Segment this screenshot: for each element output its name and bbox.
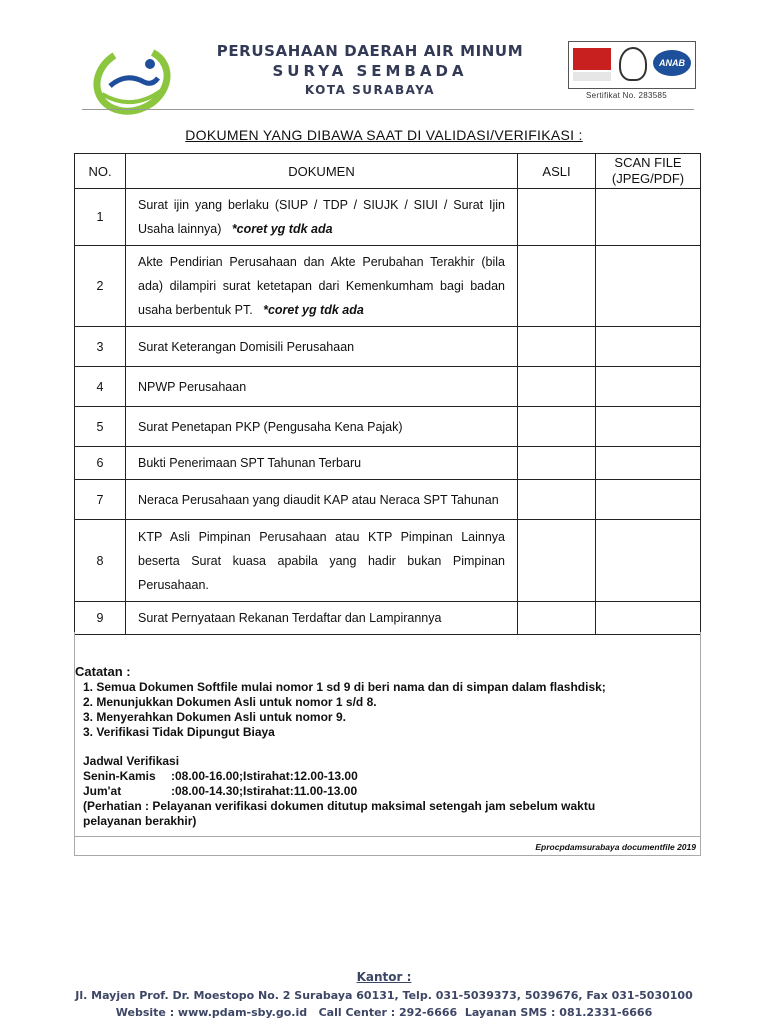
table-row bbox=[75, 327, 701, 367]
schedule-row bbox=[83, 769, 653, 784]
row-number: 4 bbox=[75, 367, 126, 407]
schedule-day: Jum'at bbox=[83, 784, 122, 798]
office-address: Jl. Mayjen Prof. Dr. Moestopo No. 2 Surabaya 60131, Telp. 031-5039373, 5039676, Fax 031-5030100 bbox=[75, 989, 693, 1002]
note-item: 2. Menunjukkan Dokumen Asli untuk nomor 1 s/d 8. bbox=[83, 695, 377, 709]
header-no: NO. bbox=[75, 154, 126, 189]
strike-note: *coret yg tdk ada bbox=[263, 303, 364, 317]
document-text: Akte Pendirian Perusahaan dan Akte Perubahan Terakhir (bila ada) dilampiri surat ketetapan dari Kemenkumham bagi badan usaha berbentuk PT. bbox=[138, 255, 505, 317]
schedule-hours: :08.00-14.30;Istirahat:11.00-13.00 bbox=[171, 784, 358, 798]
table-row bbox=[75, 246, 701, 327]
header-scan-line2: (JPEG/PDF) bbox=[611, 171, 685, 186]
note-item: 1. Semua Dokumen Softfile mulai nomor 1 sd 9 di beri nama dan di simpan dalam flashdisk; bbox=[83, 680, 606, 694]
row-number: 3 bbox=[75, 327, 126, 367]
header-scan-line1: SCAN FILE bbox=[614, 155, 682, 170]
letterhead bbox=[0, 38, 768, 118]
row-document bbox=[126, 602, 518, 635]
verification-schedule bbox=[83, 754, 653, 829]
table-row bbox=[75, 602, 701, 635]
documents-table bbox=[74, 153, 701, 635]
scan-file-cell bbox=[596, 520, 701, 602]
asli-checkbox-cell bbox=[518, 480, 596, 520]
scan-file-cell bbox=[596, 367, 701, 407]
organization-name bbox=[200, 42, 540, 97]
table-row bbox=[75, 189, 701, 246]
scan-file-cell bbox=[596, 602, 701, 635]
row-document bbox=[126, 189, 518, 246]
scan-file-cell bbox=[596, 480, 701, 520]
header-asli: ASLI bbox=[518, 154, 596, 189]
note-item: 3. Verifikasi Tidak Dipungut Biaya bbox=[83, 725, 275, 739]
asli-checkbox-cell bbox=[518, 602, 596, 635]
schedule-row bbox=[83, 784, 653, 799]
table-row bbox=[75, 367, 701, 407]
schedule-hours: :08.00-16.00;Istirahat:12.00-13.00 bbox=[171, 769, 358, 783]
row-document bbox=[126, 246, 518, 327]
table-header-row bbox=[75, 154, 701, 189]
row-number: 9 bbox=[75, 602, 126, 635]
notes-divider bbox=[75, 836, 700, 837]
row-number: 7 bbox=[75, 480, 126, 520]
notes-section bbox=[74, 632, 701, 856]
table-row bbox=[75, 407, 701, 447]
asli-checkbox-cell bbox=[518, 189, 596, 246]
org-name-line1: PERUSAHAAN DAERAH AIR MINUM bbox=[216, 42, 524, 60]
document-text: Surat ijin yang berlaku (SIUP / TDP / SIUJK / SIUI / Surat Ijin Usaha lainnya) bbox=[138, 198, 505, 236]
document-footer-code: Eprocpdamsurabaya documentfile 2019 bbox=[535, 842, 696, 852]
row-document bbox=[126, 327, 518, 367]
scan-file-cell bbox=[596, 189, 701, 246]
certifier-logo-icon bbox=[573, 48, 611, 70]
row-number: 8 bbox=[75, 520, 126, 602]
schedule-day: Senin-Kamis bbox=[83, 769, 156, 783]
scan-file-cell bbox=[596, 327, 701, 367]
document-text: Surat Pernyataan Rekanan Terdaftar dan Lampirannya bbox=[138, 611, 442, 625]
org-name-line3: KOTA SURABAYA bbox=[304, 83, 436, 97]
row-document bbox=[126, 407, 518, 447]
certificate-number: Sertifikat No. 283585 bbox=[586, 91, 668, 100]
strike-note: *coret yg tdk ada bbox=[231, 222, 333, 236]
schedule-title: Jadwal Verifikasi bbox=[83, 754, 180, 768]
document-text: Surat Penetapan PKP (Pengusaha Kena Pajak) bbox=[138, 419, 403, 434]
attention-note: (Perhatian : Pelayanan verifikasi dokumen ditutup maksimal setengah jam sebelum waktu pelayanan berakhir) bbox=[83, 799, 596, 828]
table-row bbox=[75, 520, 701, 602]
document-text: Bukti Penerimaan SPT Tahunan Terbaru bbox=[138, 456, 362, 470]
document-text: NPWP Perusahaan bbox=[138, 379, 247, 394]
row-document bbox=[126, 447, 518, 480]
scan-file-cell bbox=[596, 246, 701, 327]
asli-checkbox-cell bbox=[518, 367, 596, 407]
document-title: DOKUMEN YANG DIBAWA SAAT DI VALIDASI/VERIFIKASI : bbox=[185, 127, 583, 143]
row-document bbox=[126, 367, 518, 407]
document-text: Neraca Perusahaan yang diaudit KAP atau Neraca SPT Tahunan bbox=[138, 492, 499, 507]
scan-file-cell bbox=[596, 447, 701, 480]
office-contacts: Website : www.pdam-sby.go.id Call Center : 292-6666 Layanan SMS : 081.2331-6666 bbox=[115, 1006, 653, 1019]
note-item: 3. Menyerahkan Dokumen Asli untuk nomor 9. bbox=[83, 710, 346, 724]
row-number: 2 bbox=[75, 246, 126, 327]
asli-checkbox-cell bbox=[518, 327, 596, 367]
table-row bbox=[75, 480, 701, 520]
seal-icon bbox=[619, 47, 647, 81]
notes-title: Catatan : bbox=[75, 664, 131, 679]
header-scan-file bbox=[596, 154, 701, 189]
asli-checkbox-cell bbox=[518, 246, 596, 327]
pdam-logo-icon bbox=[92, 42, 172, 118]
row-document bbox=[126, 480, 518, 520]
row-document bbox=[126, 520, 518, 602]
header-divider bbox=[82, 109, 694, 110]
office-footer bbox=[0, 970, 768, 1019]
notes-list bbox=[83, 680, 606, 740]
row-number: 1 bbox=[75, 189, 126, 246]
row-number: 5 bbox=[75, 407, 126, 447]
row-number: 6 bbox=[75, 447, 126, 480]
asli-checkbox-cell bbox=[518, 520, 596, 602]
header-dokumen: DOKUMEN bbox=[126, 154, 518, 189]
document-text: KTP Asli Pimpinan Perusahaan atau KTP Pimpinan Lainnya beserta Surat kuasa apabila yang hadir bukan Pimpinan Perusahaan. bbox=[138, 529, 505, 592]
office-label: Kantor : bbox=[356, 970, 412, 984]
asli-checkbox-cell bbox=[518, 447, 596, 480]
anab-logo: ANAB bbox=[653, 50, 691, 76]
org-name-line2: SURYA SEMBADA bbox=[272, 62, 468, 80]
asli-checkbox-cell bbox=[518, 407, 596, 447]
certification-badge bbox=[568, 41, 696, 89]
certifier-sub-icon bbox=[573, 72, 611, 81]
scan-file-cell bbox=[596, 407, 701, 447]
table-row bbox=[75, 447, 701, 480]
document-text: Surat Keterangan Domisili Perusahaan bbox=[138, 339, 355, 354]
